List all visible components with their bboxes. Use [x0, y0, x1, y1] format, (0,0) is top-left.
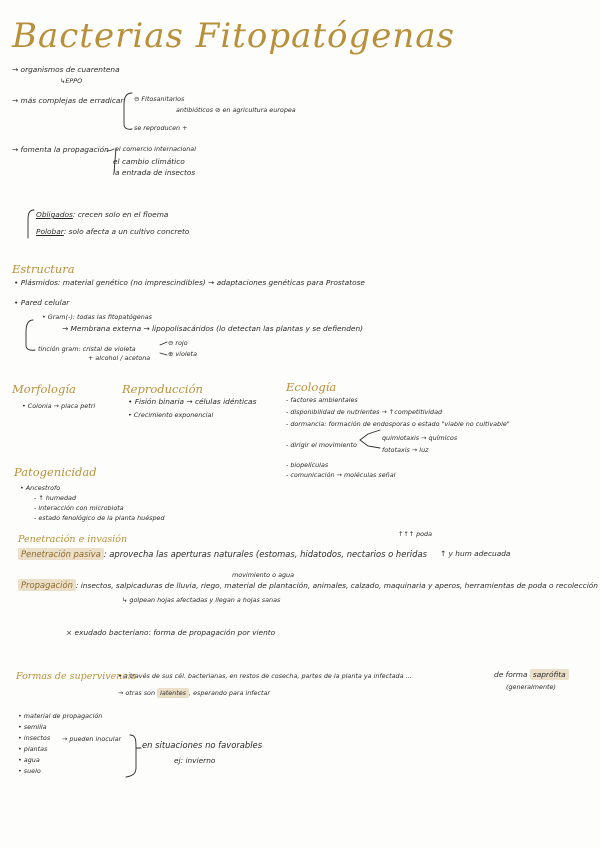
estructura-heading: Estructura — [12, 262, 75, 276]
supervivencia-list-1: • semilla — [18, 723, 47, 731]
intro-antibioticos: antibióticos ⊘ en agricultura europea — [176, 106, 296, 114]
intro-clima: el cambio climático — [113, 157, 185, 166]
supervivencia-l2: → otras son latentes , esperando para infectar — [118, 689, 271, 697]
propagacion-exudado: × exudado bacteriano: forma de propagación por viento — [66, 628, 276, 637]
supervivencia-example: ej: invierno — [174, 756, 216, 765]
estructura-gram: • Gram(-): todas las fitopatógenas — [42, 313, 153, 321]
supervivencia-forma: de forma saprófita — [494, 670, 569, 679]
ecologia-movimiento: - dirigir el movimiento — [286, 441, 357, 449]
estructura-tincion-2: + alcohol / acetona — [88, 354, 151, 362]
penetracion-line: Penetración pasiva : aprovecha las aperturas naturales (estomas, hidatodos, nectarios o heridas — [18, 549, 427, 559]
reproduccion-fision: • Fisión binaria → células idénticas — [128, 397, 257, 406]
type-obligados: Obligados: crecen solo en el floema — [36, 210, 169, 219]
intro-fitosanitarios: ⊖ Fitosanitarios — [134, 95, 185, 103]
estructura-pared: • Pared celular — [14, 298, 70, 307]
patogenicidad-fenologico: - estado fenológico de la planta huésped — [34, 514, 165, 522]
ecologia-dormancia: - dormancia: formación de endosporas o estado "viable no cultivable" — [286, 420, 510, 428]
propagacion-sub: ↳ golpean hojas afectadas y llegan a hojas sanas — [122, 596, 281, 604]
estructura-violeta: ⊕ violeta — [168, 350, 197, 358]
supervivencia-list-3: • plantas — [18, 745, 48, 753]
intro-eppo: ↳EPPO — [60, 77, 83, 85]
intro-insectos: la entrada de insectos — [113, 168, 196, 177]
intro-quarantine: → organismos de cuarentena — [12, 65, 120, 74]
ecologia-fototaxis: fototaxis → luz — [382, 446, 429, 454]
morfologia-heading: Morfología — [12, 382, 76, 396]
propagacion-line: Propagación : insectos, salpicaduras de lluvia, riego, material de plantación, animales, calzado, maquinaria y aperos, herramientas de poda o recolección — [18, 580, 598, 590]
ecologia-heading: Ecología — [286, 380, 337, 394]
intro-eradicate: → más complejas de erradicar — [12, 96, 124, 105]
intro-propagation: → fomenta la propagación — [12, 145, 109, 154]
estructura-rojo: ⊖ rojo — [168, 339, 188, 347]
supervivencia-list-5: • suelo — [18, 767, 41, 775]
type-polobar: Polobar: solo afecta a un cultivo concreto — [36, 227, 190, 236]
supervivencia-heading: Formas de supervivencia — [16, 671, 137, 682]
latentes-highlight: latentes — [157, 688, 189, 698]
patogenicidad-humedad: - ↑ humedad — [34, 494, 77, 502]
saprofita-highlight: saprófita — [530, 669, 569, 680]
estructura-tincion-1: tinción gram: cristal de violeta — [38, 345, 136, 353]
patogenicidad-ancestrofo: • Ancestrofo — [20, 484, 61, 492]
penetracion-poda-note: ↑↑↑ poda — [398, 530, 433, 538]
penetracion-label: Penetración pasiva — [18, 548, 104, 560]
morfologia-colonia: • Colonia → placa petri — [22, 402, 96, 410]
propagacion-above-note: movimiento o agua — [232, 571, 295, 579]
supervivencia-list-2: • insectos — [18, 734, 51, 742]
patogenicidad-microbiota: - interacción con microbiota — [34, 504, 124, 512]
supervivencia-list-4: • agua — [18, 756, 40, 764]
penetracion-right: ↑ y hum adecuada — [440, 549, 511, 558]
reproduccion-crecimiento: • Crecimiento exponencial — [128, 411, 214, 419]
reproduccion-heading: Reproducción — [122, 382, 203, 396]
ecologia-comunicacion: - comunicación → moléculas señal — [286, 471, 396, 479]
supervivencia-list-0: • material de propagación — [18, 712, 103, 720]
estructura-plasmidos: • Plásmidos: material genético (no imprescindibles) → adaptaciones genéticas para Prostatose — [14, 278, 365, 287]
supervivencia-general: (generalmente) — [506, 683, 556, 691]
supervivencia-insect-note: → pueden inocular — [62, 735, 122, 743]
supervivencia-l1: • a través de sus cél. bacterianas, en restos de cosecha, partes de la planta ya infectada ... — [118, 672, 412, 680]
ecologia-nutrientes: - disponibilidad de nutrientes → ↑competitividad — [286, 408, 443, 416]
penetracion-heading: Penetración e invasión — [18, 534, 128, 545]
ecologia-factores: - factores ambientales — [286, 396, 358, 404]
patogenicidad-heading: Patogenicidad — [14, 465, 97, 479]
supervivencia-bracket-text: en situaciones no favorables — [142, 740, 263, 750]
intro-comercio: el comercio internacional — [115, 145, 196, 153]
propagacion-label: Propagación — [18, 579, 76, 591]
intro-reproducen: se reproducen + — [134, 124, 188, 132]
page-title: Bacterias Fitopatógenas — [12, 16, 456, 56]
estructura-membrana: → Membrana externa → lipopolisacáridos (lo detectan las plantas y se defienden) — [62, 324, 364, 333]
ecologia-quimiotaxis: quimiotaxis → químicos — [382, 434, 458, 442]
ecologia-biopeliculas: - biopelículas — [286, 461, 329, 469]
